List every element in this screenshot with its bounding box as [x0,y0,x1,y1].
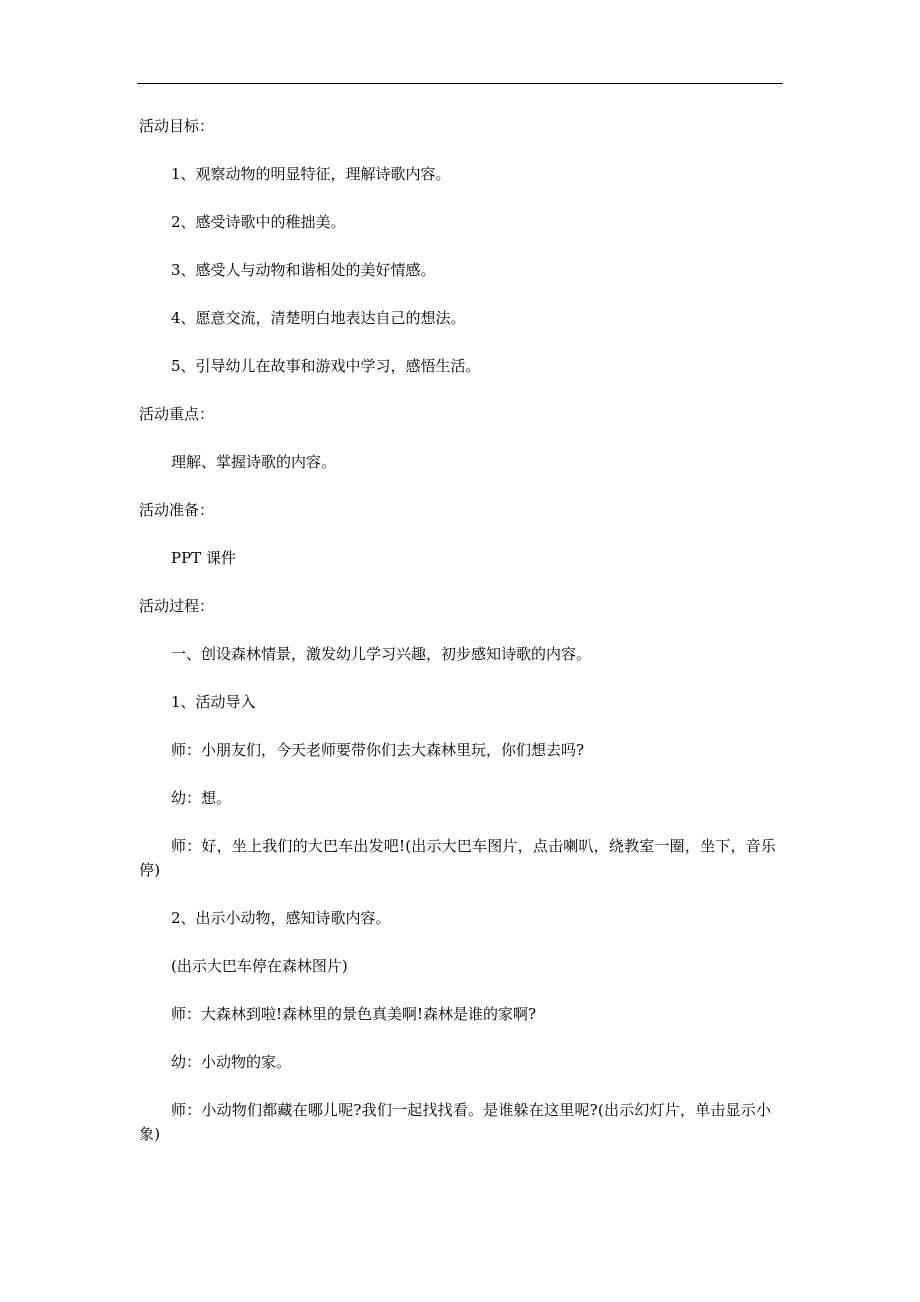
objectives-heading: 活动目标： [139,117,215,135]
header-rule [137,83,783,84]
dialogue-line: 师：小动物们都藏在哪儿呢?我们一起找找看。是谁躲在这里呢?(出示幻灯片，单击显示小象) [139,1101,772,1143]
dialogue-line: 师：大森林到啦!森林里的景色真美啊!森林是谁的家啊? [171,1005,537,1023]
focus-heading: 活动重点： [139,405,215,423]
process-heading: 活动过程： [139,597,215,615]
stage-direction: (出示大巴车停在森林图片) [171,957,348,975]
focus-text: 理解、掌握诗歌的内容。 [171,453,337,471]
objective-item-4: 4、愿意交流，清楚明白地表达自己的想法。 [171,309,466,327]
objective-item-3: 3、感受人与动物和谐相处的美好情感。 [171,261,436,279]
objective-item-2: 2、感受诗歌中的稚拙美。 [171,213,346,231]
objective-item-1: 1、观察动物的明显特征，理解诗歌内容。 [171,165,451,183]
process-step-1: 一、创设森林情景，激发幼儿学习兴趣，初步感知诗歌的内容。 [171,645,592,663]
process-subheading-2: 2、出示小动物，感知诗歌内容。 [171,909,391,927]
process-subheading-1: 1、活动导入 [171,693,256,711]
prep-text: PPT 课件 [171,549,236,567]
dialogue-line: 幼：想。 [171,789,232,807]
prep-heading: 活动准备： [139,501,215,519]
dialogue-line: 幼：小动物的家。 [171,1053,292,1071]
dialogue-line: 师：好，坐上我们的大巴车出发吧!(出示大巴车图片，点击喇叭，绕教室一圈，坐下，音乐停) [139,837,777,879]
objective-item-5: 5、引导幼儿在故事和游戏中学习，感悟生活。 [171,357,481,375]
dialogue-line: 师：小朋友们，今天老师要带你们去大森林里玩，你们想去吗? [171,741,585,759]
